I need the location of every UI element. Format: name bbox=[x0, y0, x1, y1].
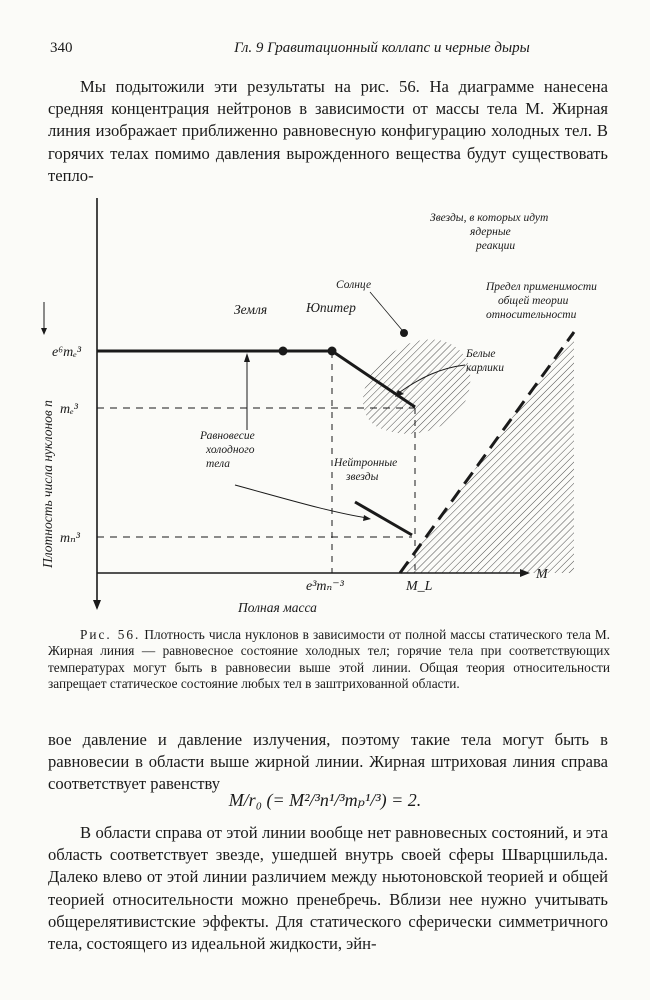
paragraph-1 bbox=[48, 76, 608, 187]
cold-pointer-head bbox=[244, 353, 250, 362]
label-nuclear-3: реакции bbox=[476, 240, 516, 252]
label-earth: Земля bbox=[234, 302, 268, 317]
label-cold-1: Равновесие bbox=[200, 430, 255, 442]
y-axis-arrow bbox=[93, 600, 101, 610]
label-neutron-2: звезды bbox=[346, 471, 379, 483]
label-cold-3: тела bbox=[206, 458, 231, 470]
figure-56 bbox=[0, 180, 650, 630]
caption-label: Рис. 56. bbox=[80, 627, 141, 642]
chapter-title: Гл. 9 Гравитационный коллапс и черные дыры bbox=[234, 40, 530, 56]
label-cold-2: холодного bbox=[206, 444, 255, 456]
sun-point bbox=[400, 329, 408, 337]
jupiter-point bbox=[328, 347, 337, 356]
label-limit-2: общей теории bbox=[498, 295, 569, 307]
x-tick-e3mn: e³mₙ⁻³ bbox=[306, 579, 344, 594]
neutron-pointer-head bbox=[363, 515, 371, 521]
label-sun: Солнце bbox=[336, 279, 372, 291]
label-nuclear-2: ядерные bbox=[470, 226, 511, 238]
paragraph-2-text: вое давление и давление излучения, поэтому такие тела могут быть в равновесии в области выше жирной линии. Жирная штриховая линия справа соответствует равенству bbox=[48, 730, 608, 794]
y-tick-mn3: mₙ³ bbox=[60, 531, 80, 546]
paragraph-3-text: В области справа от этой линии вообще нет равновесных состояний, и эта область соответствует звезде, ушедшей внутрь своей сферы Шварцшильда. Далеко влево от этой линии различием между ньютоновской теорией и общей теорией относительности можно пренебречь. Вблизи нее нужно учитывать общерелятивистские эффекты. Для статического сферически симметричного тела, состоящего из идеальной жидкости, эйн- bbox=[48, 823, 608, 954]
earth-point bbox=[279, 347, 288, 356]
figure-56-diagram bbox=[0, 180, 650, 630]
caption-text: Плотность числа нуклонов в зависимости от полной массы статического тела M. Жирная линия — равновесное состояние холодных тел; горячие тела при соответствующих температурах могут быть в равновесии выше этой линии. Общая теория относительности запрещает статическое состояние любых тел в заштрихованной области. bbox=[48, 627, 611, 691]
label-white-dwarfs-1: Белые bbox=[466, 348, 496, 360]
y-axis-label-arrow-head bbox=[41, 328, 47, 335]
y-tick-me3: mₑ³ bbox=[60, 402, 78, 417]
label-nuclear-1: Звезды, в которых идут bbox=[430, 212, 549, 224]
label-limit-3: относительности bbox=[486, 309, 577, 321]
running-head bbox=[50, 40, 604, 62]
label-white-dwarfs-2: карлики bbox=[466, 362, 505, 374]
paragraph-1-text: Мы подытожили эти результаты на рис. 56. На диаграмме нанесена средняя концентрация нейтронов в зависимости от массы тела M. Жирная линия изображает приближенно равновесную конфигурацию холодных тел. В горячих телах помимо давления вырожденного вещества будут существовать тепло- bbox=[48, 77, 608, 185]
neutron-pointer bbox=[235, 485, 367, 518]
x-axis-symbol: M bbox=[536, 567, 548, 582]
label-jupiter: Юпитер bbox=[306, 300, 356, 315]
y-axis-label: Плотность числа нуклонов n bbox=[40, 400, 55, 568]
nuclear-region-hatch bbox=[340, 320, 490, 450]
x-tick-ml: M_L bbox=[406, 579, 433, 594]
caption-paragraph bbox=[48, 627, 610, 692]
page-number: 340 bbox=[50, 40, 73, 56]
y-tick-e6me3: e⁶mₑ³ bbox=[52, 345, 82, 360]
formula: M/r₀ (= M²/³n¹/³mₚ¹/³) = 2. bbox=[228, 790, 422, 810]
label-neutron-1: Нейтронные bbox=[334, 457, 398, 469]
figure-caption bbox=[48, 627, 610, 692]
sun-pointer bbox=[370, 292, 402, 330]
paragraph-3 bbox=[48, 822, 608, 955]
label-limit-1: Предел применимости bbox=[486, 281, 597, 293]
paragraph-2 bbox=[48, 729, 608, 796]
x-axis-label: Полная масса bbox=[238, 600, 317, 615]
